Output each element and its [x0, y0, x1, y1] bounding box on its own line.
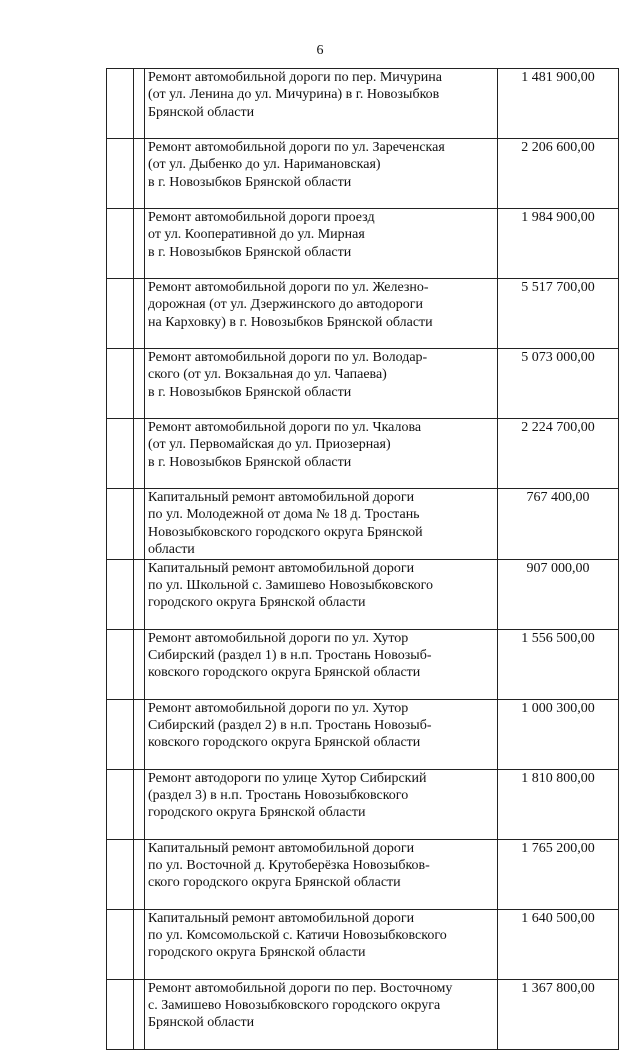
description-line: Капитальный ремонт автомобильной дороги: [148, 840, 415, 856]
empty-cell: [134, 909, 145, 979]
table-row: [107, 839, 619, 909]
empty-cell: [134, 979, 145, 1049]
amount-cell: 2 224 700,00: [498, 419, 619, 489]
description-line: ковского городского округа Брянской области: [148, 665, 421, 681]
empty-cell: [134, 629, 145, 699]
description-line: на Карховку) в г. Новозыбков Брянской области: [148, 314, 433, 330]
description-cell: [145, 139, 498, 209]
description-line: Брянской области: [148, 1015, 255, 1031]
description-cell: [145, 349, 498, 419]
empty-cell: [107, 629, 134, 699]
empty-cell: [107, 279, 134, 349]
description-line: Ремонт автодороги по улице Хутор Сибирский: [148, 770, 427, 786]
description-line: (раздел 3) в н.п. Тростань Новозыбковского: [148, 788, 409, 804]
description-line: по ул. Школьной с. Замишево Новозыбковского: [148, 578, 434, 594]
description-line: от ул. Кооперативной до ул. Мирная: [148, 227, 365, 243]
amount-cell: 1 640 500,00: [498, 909, 619, 979]
empty-cell: [134, 279, 145, 349]
description-cell: [145, 909, 498, 979]
empty-cell: [107, 699, 134, 769]
amount-cell: 1 367 800,00: [498, 979, 619, 1049]
empty-cell: [107, 559, 134, 629]
table-row: [107, 209, 619, 279]
description-line: Капитальный ремонт автомобильной дороги: [148, 490, 415, 505]
empty-cell: [134, 489, 145, 560]
table-row: [107, 559, 619, 629]
description-line: Ремонт автомобильной дороги по пер. Мичурина: [148, 70, 442, 85]
description-line: Ремонт автомобильной дороги по ул. Чкалова: [148, 420, 422, 435]
description-line: (от ул. Ленина до ул. Мичурина) в г. Новозыбков: [148, 87, 440, 103]
amount-cell: 1 481 900,00: [498, 69, 619, 139]
empty-cell: [107, 419, 134, 489]
empty-cell: [107, 839, 134, 909]
description-line: Ремонт автомобильной дороги по ул. Железно-: [148, 280, 429, 295]
description-line: городского округа Брянской области: [148, 805, 366, 821]
description-line: Сибирский (раздел 2) в н.п. Тростань Новозыб-: [148, 718, 432, 734]
empty-cell: [107, 209, 134, 279]
description-line: Капитальный ремонт автомобильной дороги: [148, 910, 415, 926]
description-line: Ремонт автомобильной дороги по ул. Володар-: [148, 350, 428, 365]
description-line: в г. Новозыбков Брянской области: [148, 174, 352, 190]
description-line: дорожная (от ул. Дзержинского до автодороги: [148, 297, 424, 313]
table-row: [107, 279, 619, 349]
description-cell: [145, 209, 498, 279]
description-line: Новозыбковского городского округа Брянской: [148, 524, 423, 540]
description-cell: [145, 559, 498, 629]
description-line: в г. Новозыбков Брянской области: [148, 454, 352, 470]
description-line: Капитальный ремонт автомобильной дороги: [148, 560, 415, 576]
description-line: по ул. Комсомольской с. Катичи Новозыбковского: [148, 928, 447, 944]
empty-cell: [134, 69, 145, 139]
description-line: городского округа Брянской области: [148, 595, 366, 611]
description-line: Ремонт автомобильной дороги по пер. Восточному: [148, 980, 453, 996]
description-line: ковского городского округа Брянской области: [148, 735, 421, 751]
description-line: Ремонт автомобильной дороги по ул. Хутор: [148, 700, 409, 716]
description-line: городского округа Брянской области: [148, 945, 366, 961]
table-row: [107, 769, 619, 839]
amount-cell: 5 073 000,00: [498, 349, 619, 419]
description-cell: [145, 699, 498, 769]
amount-cell: 1 000 300,00: [498, 699, 619, 769]
empty-cell: [134, 419, 145, 489]
description-cell: [145, 279, 498, 349]
amount-cell: 5 517 700,00: [498, 279, 619, 349]
table-row: [107, 979, 619, 1049]
empty-cell: [107, 349, 134, 419]
description-cell: [145, 979, 498, 1049]
amount-cell: 767 400,00: [498, 489, 619, 560]
description-line: Сибирский (раздел 1) в н.п. Тростань Новозыб-: [148, 648, 432, 664]
empty-cell: [134, 769, 145, 839]
description-cell: [145, 419, 498, 489]
empty-cell: [134, 209, 145, 279]
table-row: [107, 419, 619, 489]
empty-cell: [107, 979, 134, 1049]
empty-cell: [107, 489, 134, 560]
page-number: 6: [316, 43, 324, 58]
table-row: [107, 489, 619, 560]
table-row: [107, 69, 619, 139]
empty-cell: [134, 349, 145, 419]
empty-cell: [134, 559, 145, 629]
empty-cell: [107, 139, 134, 209]
table-row: [107, 699, 619, 769]
table-row: [107, 139, 619, 209]
amount-cell: 1 984 900,00: [498, 209, 619, 279]
description-cell: [145, 769, 498, 839]
amount-cell: 907 000,00: [498, 559, 619, 629]
description-line: Брянской области: [148, 104, 255, 120]
empty-cell: [134, 839, 145, 909]
description-cell: [145, 69, 498, 139]
table-row: [107, 909, 619, 979]
description-line: (от ул. Первомайская до ул. Приозерная): [148, 437, 391, 453]
road-repair-table: [106, 68, 619, 1050]
table-row: [107, 349, 619, 419]
empty-cell: [134, 139, 145, 209]
empty-cell: [107, 69, 134, 139]
description-cell: [145, 629, 498, 699]
amount-cell: 1 556 500,00: [498, 629, 619, 699]
description-cell: [145, 489, 498, 560]
description-line: Ремонт автомобильной дороги по ул. Зареченская: [148, 140, 445, 155]
description-line: (от ул. Дыбенко до ул. Наримановская): [148, 157, 381, 173]
description-line: с. Замишево Новозыбковского городского округа: [148, 998, 441, 1014]
empty-cell: [107, 769, 134, 839]
amount-cell: 1 765 200,00: [498, 839, 619, 909]
description-line: области: [148, 542, 195, 558]
description-line: Ремонт автомобильной дороги проезд: [148, 210, 375, 225]
amount-cell: 2 206 600,00: [498, 139, 619, 209]
description-line: в г. Новозыбков Брянской области: [148, 384, 352, 400]
description-line: в г. Новозыбков Брянской области: [148, 244, 352, 260]
description-line: ского (от ул. Вокзальная до ул. Чапаева): [148, 367, 387, 383]
description-line: ского городского округа Брянской области: [148, 875, 401, 891]
empty-cell: [134, 699, 145, 769]
description-line: Ремонт автомобильной дороги по ул. Хутор: [148, 630, 409, 646]
description-line: по ул. Молодежной от дома № 18 д. Тростань: [148, 507, 420, 523]
amount-cell: 1 810 800,00: [498, 769, 619, 839]
table-row: [107, 629, 619, 699]
description-line: по ул. Восточной д. Крутоберёзка Новозыбков-: [148, 858, 430, 874]
description-cell: [145, 839, 498, 909]
empty-cell: [107, 909, 134, 979]
